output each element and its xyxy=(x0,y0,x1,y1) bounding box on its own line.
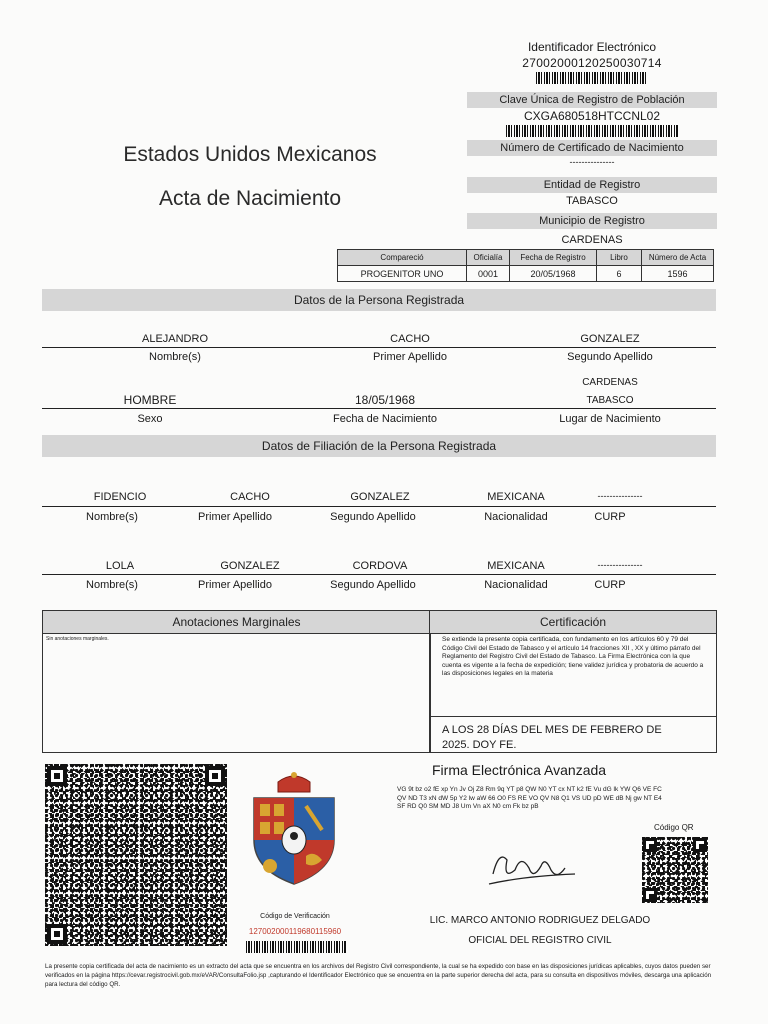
municipio-value: CARDENAS xyxy=(561,234,623,246)
nombre-label: Nombre(s) xyxy=(149,351,201,363)
parent2-segundo-label: Segundo Apellido xyxy=(330,579,416,591)
person-section-title: Datos de la Persona Registrada xyxy=(42,289,716,311)
registry-header-cell: Número de Acta xyxy=(642,250,714,266)
main-qr-code[interactable] xyxy=(45,764,227,946)
parent1-segundo-label: Segundo Apellido xyxy=(330,511,416,523)
handwritten-signature-icon xyxy=(485,840,580,892)
qr-code-label: Código QR xyxy=(654,823,694,832)
firma-title: Firma Electrónica Avanzada xyxy=(432,762,607,778)
person-nombre: ALEJANDRO xyxy=(141,333,209,345)
certificacion-box xyxy=(429,610,717,753)
qr-finder xyxy=(47,766,67,786)
parent1-curp-label: CURP xyxy=(594,511,626,523)
registry-header-cell: Compareció xyxy=(338,250,467,266)
registry-header-row xyxy=(338,250,714,266)
official-title: OFICIAL DEL REGISTRO CIVIL xyxy=(468,935,612,946)
sexo-label: Sexo xyxy=(137,413,163,425)
curp-value: CXGA680518HTCCNL02 xyxy=(523,109,661,123)
registry-cell: 20/05/1968 xyxy=(510,266,597,282)
parent2-primer-apellido: GONZALEZ xyxy=(220,560,280,572)
person-fecha-nacimiento: 18/05/1968 xyxy=(354,393,416,407)
registry-cell: 0001 xyxy=(467,266,510,282)
small-qr-code[interactable] xyxy=(642,837,708,903)
anotaciones-title: Anotaciones Marginales xyxy=(43,611,430,634)
cert-number-label: Número de Certificado de Nacimiento xyxy=(467,140,717,156)
parent1-segundo-apellido: GONZALEZ xyxy=(350,491,410,503)
parent1-curp: --------------- xyxy=(597,491,643,501)
lugar-municipio: CARDENAS xyxy=(582,377,638,388)
divider xyxy=(42,574,716,575)
electronic-id-barcode xyxy=(536,72,648,84)
country-title: Estados Unidos Mexicanos xyxy=(123,143,377,166)
entidad-label: Entidad de Registro xyxy=(467,177,717,193)
municipio-label: Municipio de Registro xyxy=(467,213,717,229)
parent1-primer-apellido: CACHO xyxy=(230,491,270,503)
parent2-curp-label: CURP xyxy=(594,579,626,591)
parent2-nombre-label: Nombre(s) xyxy=(86,579,138,591)
anotaciones-box xyxy=(42,610,431,753)
registry-header-cell: Oficialía xyxy=(467,250,510,266)
divider xyxy=(42,347,716,348)
parent1-nacionalidad-label: Nacionalidad xyxy=(484,511,548,523)
parent1-nombre-label: Nombre(s) xyxy=(86,511,138,523)
certificacion-fecha xyxy=(442,723,662,753)
electronic-id-value: 27002000120250030714 xyxy=(522,56,662,70)
primer-apellido-label: Primer Apellido xyxy=(373,351,447,363)
certificacion-divider xyxy=(430,716,716,717)
certificacion-text: Se extiende la presente copia certificada, con fundamento en los artículos 60 y 79 del Código Civil del Estado de Tabasco y el artículo 14 fracciones XII , XX y último párrafo del Reglamento del Registro Civil del Estado de Tabasco. La Firma Electrónica con la que cuenta es vigente a la fecha de expedición; tiene validez jurídica y probatoria de acuerdo a las disposiciones legales en la materia xyxy=(442,636,704,677)
anotaciones-text: Sin anotaciones marginales. xyxy=(46,636,109,642)
cert-number-value: --------------- xyxy=(569,157,615,167)
firma-hash: VG 9t bz o2 fE xp Yn Jv Oj Z8 Rm 9q YT p8 QW N0 YT cx NT k2 fE Vu dG lk YW Q6 VE FC QV ND T3 xN dW 5p Y2 lw aW 66 O0 FS RE VO QV N8 Q1 VS UD pD WE dB Nj gw NT E4 SF RD Q0 SM MD J8 Um Vn aX N0 cm Fk bz pB xyxy=(397,786,662,810)
registry-value-row xyxy=(338,266,714,282)
verification-code-label: Código de Verificación xyxy=(260,913,330,920)
qr-finder xyxy=(693,838,707,852)
registry-table xyxy=(337,249,714,282)
person-sexo: HOMBRE xyxy=(123,393,177,407)
parent2-segundo-apellido: CORDOVA xyxy=(352,560,408,572)
registry-header-cell: Fecha de Registro xyxy=(510,250,597,266)
registry-header-cell: Libro xyxy=(597,250,642,266)
electronic-id-label: Identificador Electrónico xyxy=(527,40,657,54)
lugar-estado: TABASCO xyxy=(586,395,634,406)
parent2-curp: --------------- xyxy=(597,560,643,570)
registry-cell: 6 xyxy=(597,266,642,282)
parent2-nacionalidad: MEXICANA xyxy=(487,560,545,572)
lugar-nacimiento-label: Lugar de Nacimiento xyxy=(559,413,661,425)
registry-cell: PROGENITOR UNO xyxy=(338,266,467,282)
registry-cell: 1596 xyxy=(642,266,714,282)
fecha-line2: 2025. DOY FE. xyxy=(442,739,517,751)
person-primer-apellido: CACHO xyxy=(390,333,430,345)
fecha-nacimiento-label: Fecha de Nacimiento xyxy=(333,413,437,425)
divider xyxy=(42,408,716,409)
person-segundo-apellido: GONZALEZ xyxy=(580,333,640,345)
parent2-nacionalidad-label: Nacionalidad xyxy=(484,579,548,591)
curp-label: Clave Única de Registro de Población xyxy=(467,92,717,108)
filiacion-section-title: Datos de Filiación de la Persona Registrada xyxy=(42,435,716,457)
curp-barcode xyxy=(506,125,678,137)
parent2-primer-label: Primer Apellido xyxy=(198,579,272,591)
qr-finder xyxy=(643,888,657,902)
entidad-value: TABASCO xyxy=(566,195,618,207)
parent2-nombre: LOLA xyxy=(105,560,135,572)
footer-disclaimer: La presente copia certificada del acta de nacimiento es un extracto del acta que se encuentra en los archivos del Registro Civil correspondiente, la cual se ha expedido con base en las disposiciones jurídicas aplicables, cuyos datos pueden ser verificados en la página https://cevar.registrocivil.gob.mx/eVAR/ConsultaFolio.jsp ,capturando el Identificador Electrónico que se encuentra en la parte superior derecha del acta, para su consulta en dispositivos móviles, descarga una aplicación para lectura del código QR. xyxy=(45,963,712,988)
tabasco-coat-of-arms-icon xyxy=(248,770,340,888)
verification-barcode xyxy=(246,941,346,953)
official-name: LIC. MARCO ANTONIO RODRIGUEZ DELGADO xyxy=(429,915,651,926)
document-title: Acta de Nacimiento xyxy=(158,187,342,210)
certificacion-title: Certificación xyxy=(430,611,716,634)
parent1-primer-label: Primer Apellido xyxy=(198,511,272,523)
parent1-nombre: FIDENCIO xyxy=(93,491,147,503)
segundo-apellido-label: Segundo Apellido xyxy=(567,351,653,363)
fecha-line1: A LOS 28 DÍAS DEL MES DE FEBRERO DE xyxy=(442,724,662,736)
qr-finder xyxy=(643,838,657,852)
verification-code: 127002000119680115960 xyxy=(248,927,342,936)
qr-finder xyxy=(47,924,67,944)
divider xyxy=(42,506,716,507)
parent1-nacionalidad: MEXICANA xyxy=(487,491,545,503)
qr-finder xyxy=(205,766,225,786)
